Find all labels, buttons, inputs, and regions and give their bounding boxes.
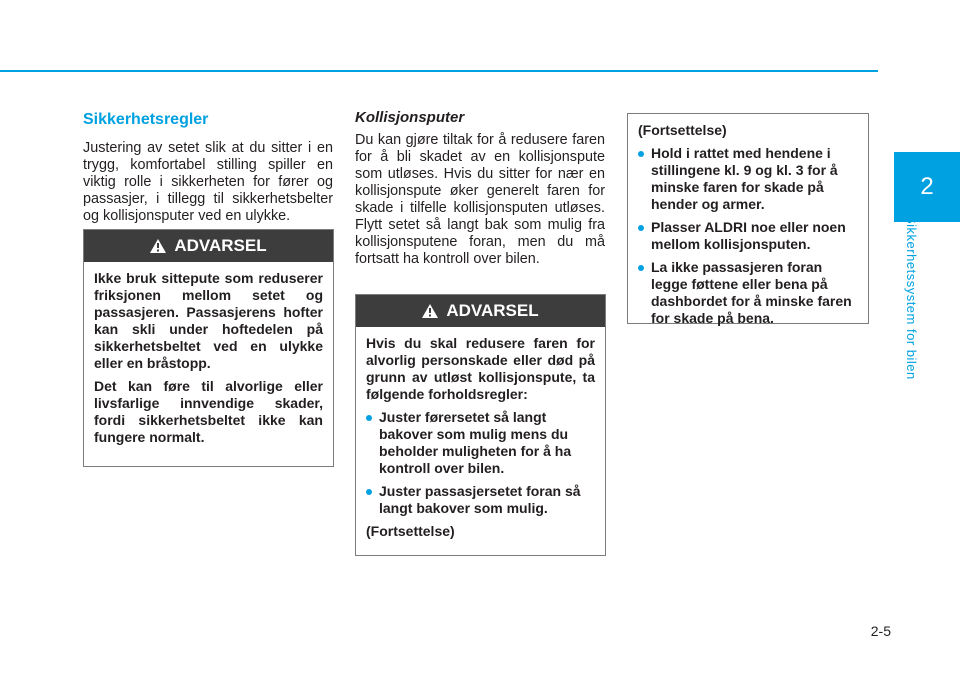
warning-bullet: La ikke passasjeren foran legge føttene eller bena på dashbordet for å minske faren for skade på bena. — [638, 259, 858, 327]
warning-bullet: Plasser ALDRI noe eller noen mellom kollisjonsputen. — [638, 219, 858, 253]
section-heading-safety: Sikkerhetsregler — [83, 111, 209, 128]
safety-paragraph: Justering av setet slik at du sitter i en trygg, komfortabel stilling spiller en viktig rolle i sikkerheten for fører og passasjer, i tillegg til sikkerhetsbelter og kollisjonsputer ved en ulykke. — [83, 140, 333, 224]
header-rule — [0, 70, 878, 72]
chapter-side-title: Sikkerhetssystem for bilen — [904, 215, 919, 380]
warning-body — [84, 262, 333, 462]
warning-bullet: Juster passasjersetet foran så langt bakover som mulig. — [366, 483, 595, 517]
warning-title: ADVARSEL — [174, 236, 267, 255]
continued-label: (Fortsettelse) — [638, 122, 727, 138]
chapter-number: 2 — [920, 173, 934, 200]
warning-triangle-icon — [422, 304, 438, 318]
warning-paragraph: Ikke bruk sittepute som reduserer friksjonen mellom setet og passasjeren. Passasjerens hofter kan skli under hoftedelen på sikkerhetsbeltet ved en ulykke eller en bråstopp. — [94, 270, 323, 371]
warning-box-airbag — [355, 294, 606, 556]
section-heading-airbags: Kollisjonsputer — [355, 109, 465, 126]
warning-triangle-icon — [150, 239, 166, 253]
chapter-tab — [894, 152, 960, 222]
warning-paragraph: Det kan føre til alvorlige eller livsfarlige innvendige skader, fordi sikkerhetsbeltet ikke kan fungere normalt. — [94, 378, 323, 445]
warning-body — [356, 327, 605, 556]
warning-intro: Hvis du skal redusere faren for alvorlig personskade eller død på grunn av utløst kollisjonspute, ta følgende forholdsregler: — [366, 335, 595, 402]
warning-title: ADVARSEL — [446, 301, 539, 320]
column-middle — [355, 108, 605, 268]
airbag-paragraph: Du kan gjøre tiltak for å redusere faren for å bli skadet av en kollisjonspute som utløses. Hvis du sitter for nær en kollisjonspute øker generelt faren for skade i tilfelle kollisjonsputen utløses. Flytt setet så langt bak som mulig fra kollisjonsputene foran, men du må fortsatt ha kontroll over bilen. — [355, 132, 605, 267]
warning-body — [628, 114, 868, 343]
page-number: 2-5 — [870, 623, 891, 639]
warning-header — [84, 230, 333, 262]
warning-header — [356, 295, 605, 327]
warning-bullet: Juster førersetet så langt bakover som mulig mens du beholder muligheten for å ha kontroll over bilen. — [366, 409, 595, 477]
warning-bullet-list — [638, 145, 858, 327]
warning-bullet-list — [366, 409, 595, 517]
warning-bullet: Hold i rattet med hendene i stillingene kl. 9 og kl. 3 for å minske faren for skade på hender og armer. — [638, 145, 858, 213]
column-left — [83, 108, 333, 225]
warning-box-seat-cushion — [83, 229, 334, 467]
continued-label: (Fortsettelse) — [366, 523, 455, 539]
warning-box-continued — [627, 113, 869, 324]
